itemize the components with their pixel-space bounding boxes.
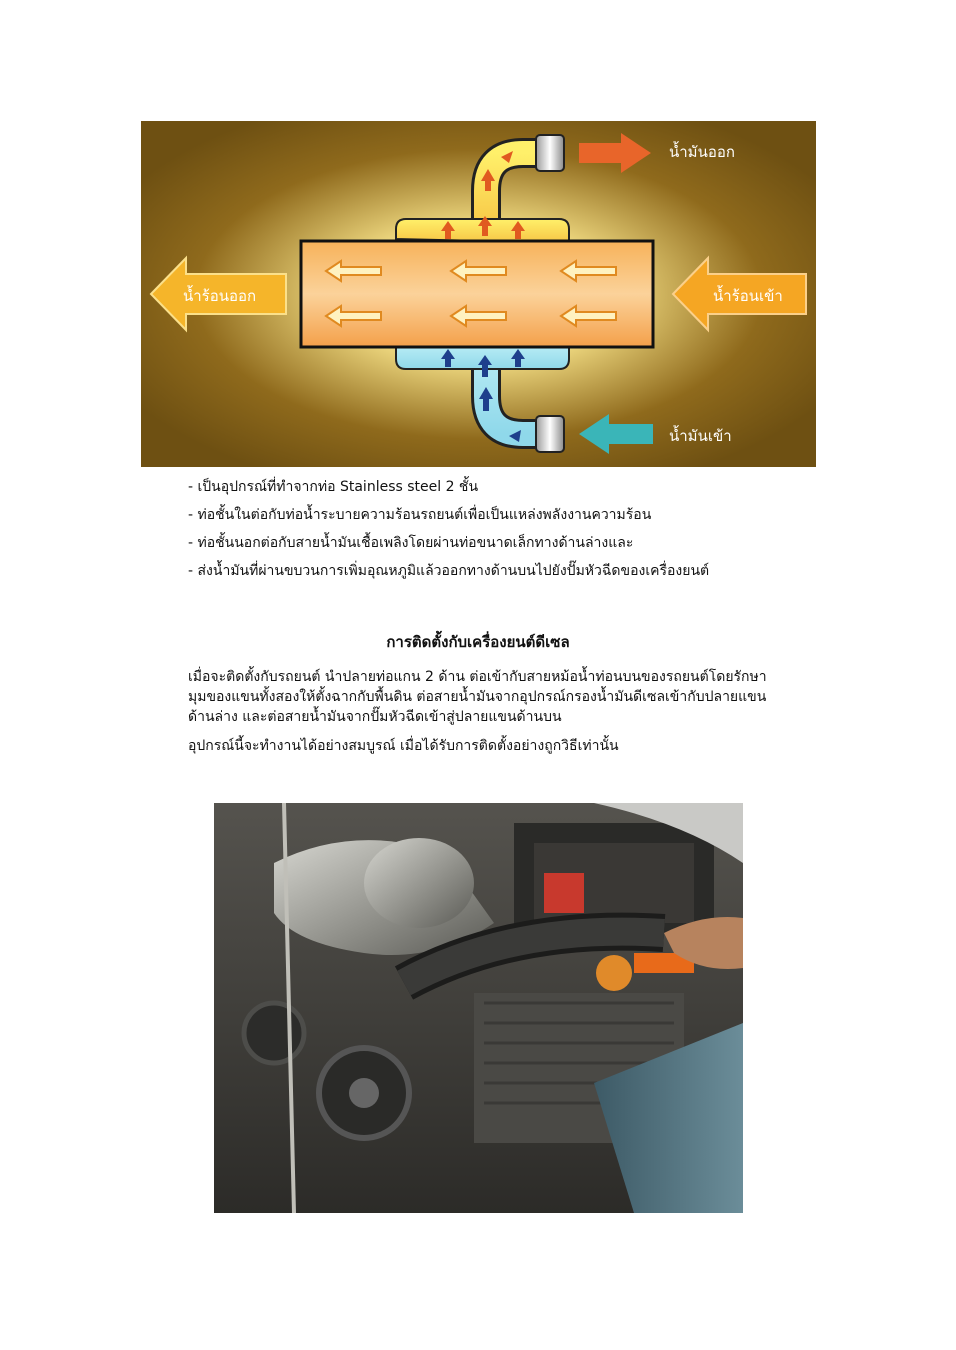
installation-text — [188, 667, 768, 765]
label-hot-water-out: น้ำร้อนออก — [183, 287, 257, 305]
paragraph: เมื่อจะติดตั้งกับรถยนต์ นำปลายท่อแกน 2 ด้าน ต่อเข้ากับสายหม้อน้ำท่อนบนของรถยนต์โดยรักษามุมของแขนทั้งสองให้ตั้งฉากกับพื้นดิน ต่อสายน้ำมันจากอุปกรณ์กรองน้ำมันดีเซลเข้ากับปลายแขนด้านล่าง และต่อสายน้ำมันจากปั๊มหัวฉีดเข้าสู่ปลายแขนด้านบน — [188, 669, 767, 725]
bullet-list — [188, 478, 768, 590]
bullet-item: - ท่อชั้นนอกต่อกับสายน้ำมันเชื้อเพลิงโดยผ่านท่อขนาดเล็กทางด้านล่างและ — [188, 535, 634, 551]
label-oil-in: น้ำมันเข้า — [669, 427, 732, 445]
section-heading: การติดตั้งกับเครื่องยนต์ดีเซล — [386, 633, 570, 651]
bullet-item: - ส่งน้ำมันที่ผ่านขบวนการเพิ่มอุณหภูมิแล้วออกทางด้านบนไปยังปั๊มหัวฉีดของเครื่องยนต์ — [188, 563, 710, 579]
bullet-item: - เป็นอุปกรณ์ที่ทำจากท่อ Stainless steel 2 ชั้น — [188, 479, 479, 495]
heater-body — [301, 241, 653, 347]
label-oil-out: น้ำมันออก — [669, 143, 735, 161]
paragraph: อุปกรณ์นี้จะทำงานได้อย่างสมบูรณ์ เมื่อได้รับการติดตั้งอย่างถูกวิธีเท่านั้น — [188, 738, 619, 754]
bullet-item: - ท่อชั้นในต่อกับท่อน้ำระบายความร้อนรถยนต์เพื่อเป็นแหล่งพลังงานความร้อน — [188, 507, 652, 523]
label-hot-water-in: น้ำร้อนเข้า — [713, 287, 783, 305]
heater-diagram — [141, 121, 816, 467]
engine-photo — [214, 803, 743, 1213]
